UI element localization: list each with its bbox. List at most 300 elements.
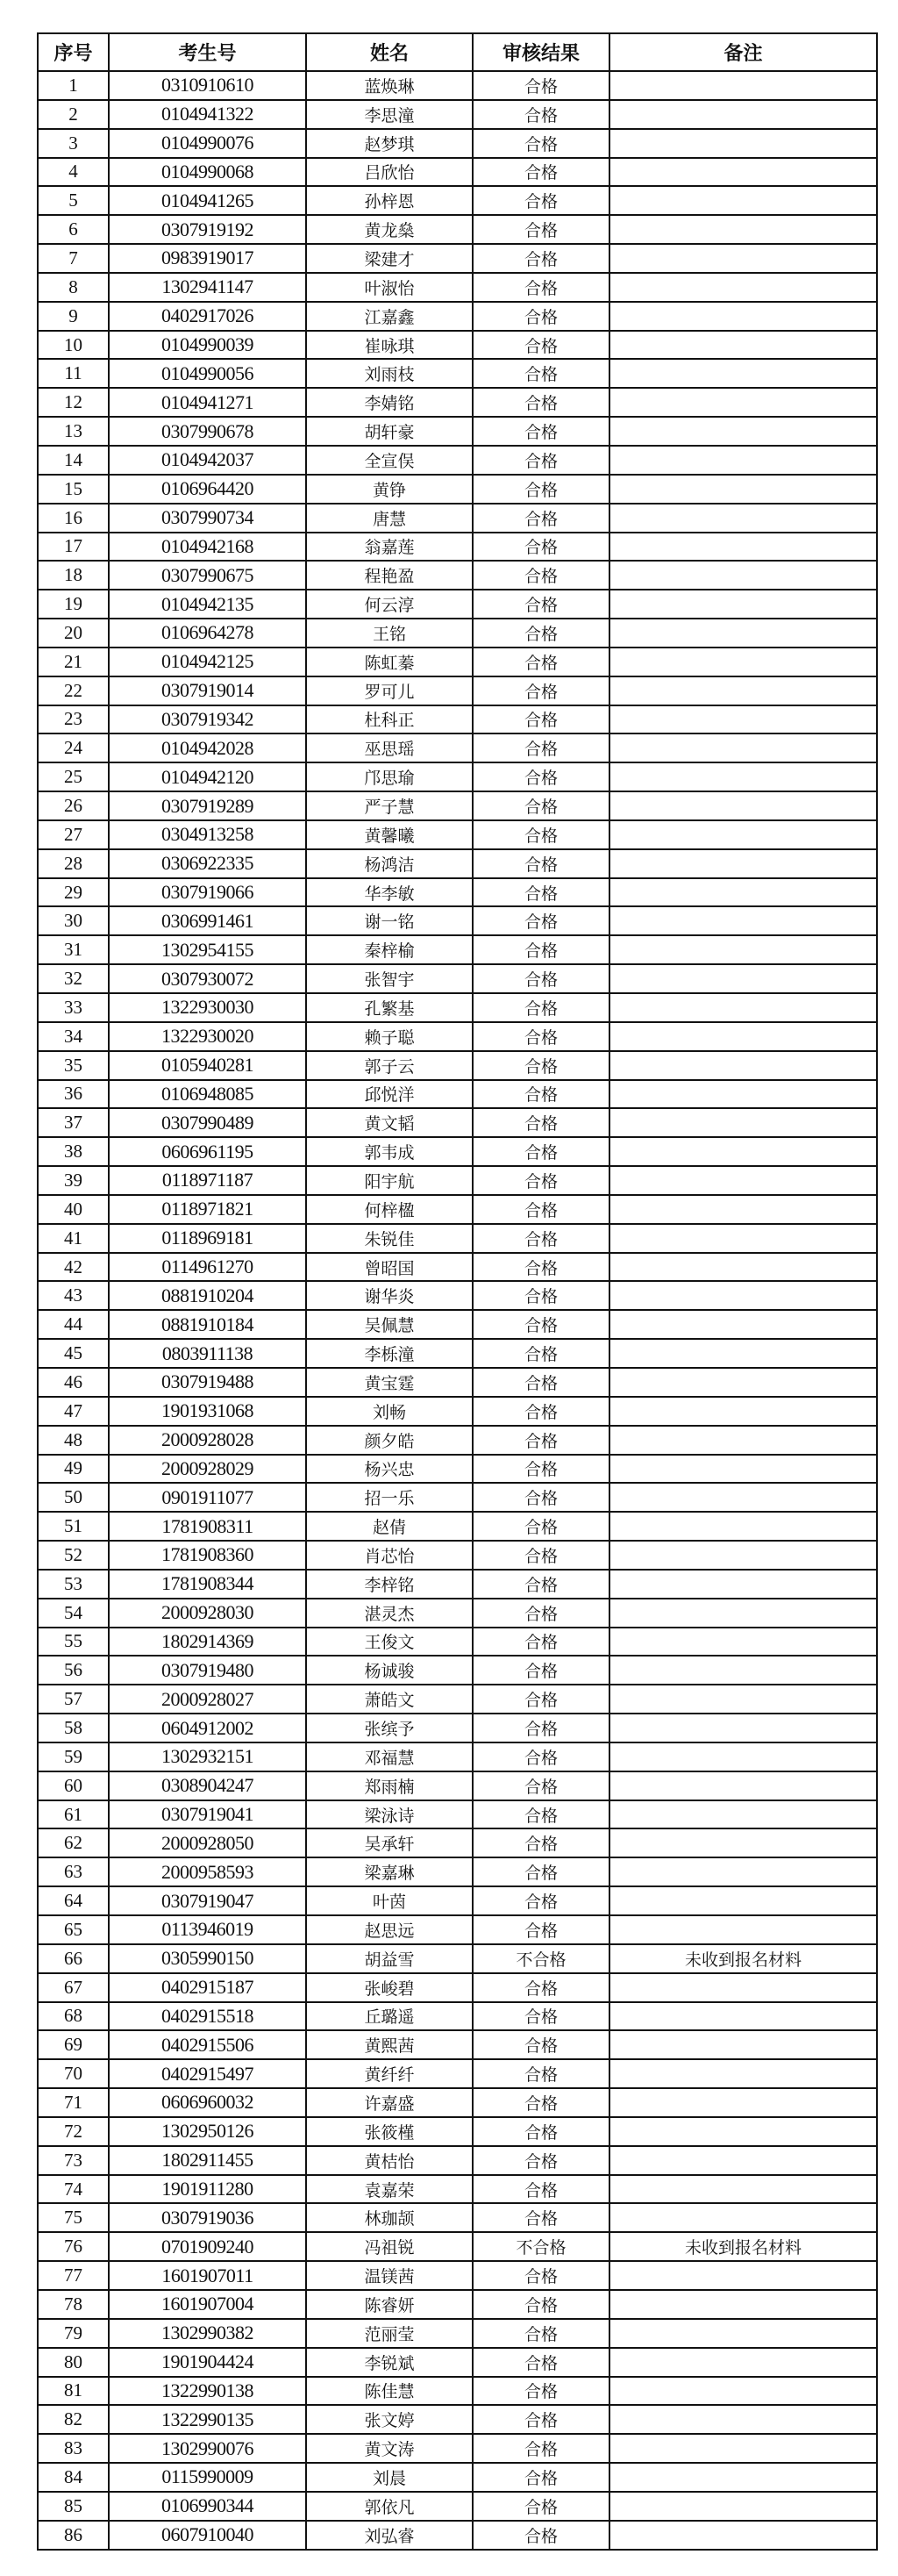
table-row: [38, 1915, 877, 1944]
name-cell: 肖芯怡: [306, 1541, 473, 1570]
remark-cell: [609, 1886, 877, 1915]
name-cell: 邓福慧: [306, 1742, 473, 1771]
result-cell: 合格: [473, 1800, 609, 1829]
seq-cell: 65: [38, 1915, 109, 1944]
name-cell: 陈睿妍: [306, 2290, 473, 2319]
name-cell: 梁泳诗: [306, 1800, 473, 1829]
seq-cell: 9: [38, 302, 109, 331]
table-row: [38, 1455, 877, 1484]
seq-cell: 24: [38, 733, 109, 762]
exam-number-cell: 1601907004: [109, 2290, 306, 2319]
seq-cell: 30: [38, 906, 109, 935]
name-cell: 华李敏: [306, 878, 473, 907]
remark-cell: [609, 2463, 877, 2492]
table-row: [38, 1857, 877, 1886]
table-row: [38, 1714, 877, 1742]
remark-cell: [609, 1742, 877, 1771]
seq-cell: 56: [38, 1656, 109, 1685]
remark-cell: [609, 1426, 877, 1455]
table-row: [38, 2521, 877, 2550]
name-cell: 胡益雪: [306, 1944, 473, 1973]
table-row: [38, 1742, 877, 1771]
result-cell: 合格: [473, 2521, 609, 2550]
seq-cell: 66: [38, 1944, 109, 1973]
seq-cell: 59: [38, 1742, 109, 1771]
name-cell: 杨诚骏: [306, 1656, 473, 1685]
table-row: [38, 820, 877, 849]
table-row: [38, 446, 877, 475]
seq-cell: 72: [38, 2117, 109, 2146]
name-cell: 陈虹蓁: [306, 648, 473, 676]
remark-cell: [609, 2203, 877, 2232]
exam-number-cell: 2000928050: [109, 1828, 306, 1857]
result-cell: 合格: [473, 100, 609, 129]
exam-number-cell: 0402915497: [109, 2059, 306, 2088]
seq-cell: 61: [38, 1800, 109, 1829]
remark-cell: [609, 1800, 877, 1829]
table-row: [38, 244, 877, 273]
exam-number-cell: 0701909240: [109, 2232, 306, 2261]
result-cell: 合格: [473, 1080, 609, 1109]
table-row: [38, 849, 877, 878]
seq-cell: 82: [38, 2405, 109, 2434]
name-cell: 叶茵: [306, 1886, 473, 1915]
remark-cell: [609, 1771, 877, 1800]
table-row: [38, 475, 877, 504]
table-row: [38, 2002, 877, 2031]
result-cell: 合格: [473, 2290, 609, 2319]
name-cell: 郭子云: [306, 1051, 473, 1080]
name-cell: 黄馨曦: [306, 820, 473, 849]
table-row: [38, 359, 877, 388]
seq-cell: 15: [38, 475, 109, 504]
name-cell: 刘畅: [306, 1397, 473, 1426]
result-cell: 不合格: [473, 2232, 609, 2261]
exam-number-cell: 0106964420: [109, 475, 306, 504]
table-row: [38, 273, 877, 302]
result-cell: 合格: [473, 1570, 609, 1599]
remark-cell: [609, 158, 877, 187]
table-row: [38, 1685, 877, 1714]
table-row: [38, 1108, 877, 1137]
seq-cell: 78: [38, 2290, 109, 2319]
name-cell: 张筱槿: [306, 2117, 473, 2146]
exam-number-cell: 2000928030: [109, 1599, 306, 1628]
name-cell: 胡轩豪: [306, 417, 473, 446]
exam-number-cell: 1322930020: [109, 1022, 306, 1051]
name-cell: 何云淳: [306, 590, 473, 619]
remark-cell: [609, 1857, 877, 1886]
table-row: [38, 676, 877, 705]
result-cell: 合格: [473, 71, 609, 100]
remark-cell: [609, 100, 877, 129]
seq-cell: 23: [38, 705, 109, 734]
result-cell: 合格: [473, 331, 609, 360]
seq-cell: 39: [38, 1166, 109, 1195]
table-row: [38, 993, 877, 1022]
table-row: [38, 878, 877, 907]
remark-cell: [609, 762, 877, 791]
remark-cell: [609, 1599, 877, 1628]
result-cell: 合格: [473, 849, 609, 878]
seq-cell: 85: [38, 2492, 109, 2521]
table-row: [38, 1253, 877, 1282]
table-row: [38, 1080, 877, 1109]
seq-cell: 27: [38, 820, 109, 849]
exam-number-cell: 0307919192: [109, 215, 306, 244]
remark-cell: [609, 1368, 877, 1397]
table-row: [38, 906, 877, 935]
seq-cell: 58: [38, 1714, 109, 1742]
exam-number-cell: 1302941147: [109, 273, 306, 302]
name-cell: 冯祖锐: [306, 2232, 473, 2261]
name-cell: 黄龙燊: [306, 215, 473, 244]
seq-cell: 1: [38, 71, 109, 100]
seq-cell: 17: [38, 533, 109, 562]
name-cell: 叶淑怡: [306, 273, 473, 302]
seq-cell: 14: [38, 446, 109, 475]
name-cell: 郑雨楠: [306, 1771, 473, 1800]
remark-cell: [609, 2377, 877, 2406]
table-row: [38, 186, 877, 215]
exam-number-cell: 0307919041: [109, 1800, 306, 1829]
table-row: [38, 2146, 877, 2175]
remark-cell: [609, 129, 877, 158]
result-cell: 合格: [473, 1656, 609, 1685]
name-cell: 孔繁基: [306, 993, 473, 1022]
table-row: [38, 1022, 877, 1051]
exam-number-cell: 0307919066: [109, 878, 306, 907]
exam-number-cell: 0304913258: [109, 820, 306, 849]
seq-cell: 22: [38, 676, 109, 705]
name-cell: 刘弘睿: [306, 2521, 473, 2550]
table-row: [38, 1886, 877, 1915]
remark-cell: [609, 935, 877, 964]
name-cell: 黄铮: [306, 475, 473, 504]
result-cell: 合格: [473, 1310, 609, 1339]
seq-cell: 62: [38, 1828, 109, 1857]
result-cell: 合格: [473, 733, 609, 762]
seq-cell: 50: [38, 1483, 109, 1512]
table-row: [38, 935, 877, 964]
name-cell: 吕欣怡: [306, 158, 473, 187]
result-cell: 合格: [473, 561, 609, 590]
remark-cell: [609, 2088, 877, 2117]
name-cell: 赵梦琪: [306, 129, 473, 158]
result-cell: 合格: [473, 1253, 609, 1282]
exam-number-cell: 0104942037: [109, 446, 306, 475]
remark-cell: [609, 705, 877, 734]
remark-cell: [609, 273, 877, 302]
table-row: [38, 1310, 877, 1339]
seq-cell: 69: [38, 2030, 109, 2059]
result-cell: 合格: [473, 1857, 609, 1886]
result-cell: 合格: [473, 2088, 609, 2117]
remark-cell: [609, 2146, 877, 2175]
table-row: [38, 2434, 877, 2463]
table-row: [38, 2377, 877, 2406]
result-cell: 合格: [473, 129, 609, 158]
exam-number-cell: 0104942120: [109, 762, 306, 791]
name-cell: 杨鸿洁: [306, 849, 473, 878]
seq-cell: 32: [38, 964, 109, 993]
header-seq: 序号: [38, 33, 109, 71]
seq-cell: 16: [38, 504, 109, 533]
exam-number-cell: 0104941322: [109, 100, 306, 129]
name-cell: 黄桔怡: [306, 2146, 473, 2175]
remark-cell: [609, 2175, 877, 2204]
name-cell: 杨兴忠: [306, 1455, 473, 1484]
remark-cell: [609, 1080, 877, 1109]
seq-cell: 25: [38, 762, 109, 791]
remark-cell: [609, 2030, 877, 2059]
seq-cell: 40: [38, 1195, 109, 1224]
exam-number-cell: 0307919488: [109, 1368, 306, 1397]
remark-cell: [609, 1108, 877, 1137]
header-result: 审核结果: [473, 33, 609, 71]
exam-number-cell: 0881910184: [109, 1310, 306, 1339]
result-cell: 合格: [473, 215, 609, 244]
result-cell: 合格: [473, 1915, 609, 1944]
table-row: [38, 1512, 877, 1541]
seq-cell: 42: [38, 1253, 109, 1282]
remark-cell: 未收到报名材料: [609, 2232, 877, 2261]
seq-cell: 70: [38, 2059, 109, 2088]
name-cell: 颜夕皓: [306, 1426, 473, 1455]
remark-cell: [609, 993, 877, 1022]
remark-cell: [609, 648, 877, 676]
exam-number-cell: 0106948085: [109, 1080, 306, 1109]
exam-number-cell: 0115990009: [109, 2463, 306, 2492]
exam-number-cell: 0607910040: [109, 2521, 306, 2550]
table-row: [38, 561, 877, 590]
exam-number-cell: 0104941271: [109, 388, 306, 417]
remark-cell: [609, 1281, 877, 1310]
result-cell: 合格: [473, 1166, 609, 1195]
table-row: [38, 1426, 877, 1455]
seq-cell: 11: [38, 359, 109, 388]
remark-cell: [609, 1628, 877, 1657]
name-cell: 丘璐遥: [306, 2002, 473, 2031]
remark-cell: [609, 1828, 877, 1857]
table-row: [38, 2405, 877, 2434]
name-cell: 黄文涛: [306, 2434, 473, 2463]
result-cell: 合格: [473, 302, 609, 331]
name-cell: 梁建才: [306, 244, 473, 273]
remark-cell: [609, 2290, 877, 2319]
table-row: [38, 705, 877, 734]
seq-cell: 63: [38, 1857, 109, 1886]
result-cell: 合格: [473, 475, 609, 504]
result-cell: 合格: [473, 1541, 609, 1570]
result-cell: 合格: [473, 1195, 609, 1224]
seq-cell: 75: [38, 2203, 109, 2232]
exam-number-cell: 2000928027: [109, 1685, 306, 1714]
remark-cell: [609, 331, 877, 360]
remark-cell: [609, 590, 877, 619]
exam-number-cell: 0307919289: [109, 791, 306, 820]
table-row: [38, 71, 877, 100]
result-cell: 合格: [473, 1771, 609, 1800]
table-row: [38, 2261, 877, 2290]
table-row: [38, 1628, 877, 1657]
seq-cell: 26: [38, 791, 109, 820]
table-row: [38, 1483, 877, 1512]
seq-cell: 48: [38, 1426, 109, 1455]
name-cell: 王俊文: [306, 1628, 473, 1657]
table-row: [38, 1771, 877, 1800]
seq-cell: 49: [38, 1455, 109, 1484]
result-cell: 合格: [473, 1108, 609, 1137]
name-cell: 阳宇航: [306, 1166, 473, 1195]
remark-cell: [609, 1310, 877, 1339]
seq-cell: 43: [38, 1281, 109, 1310]
result-cell: 合格: [473, 1742, 609, 1771]
name-cell: 吴佩慧: [306, 1310, 473, 1339]
seq-cell: 6: [38, 215, 109, 244]
exam-number-cell: 0307990489: [109, 1108, 306, 1137]
result-cell: 合格: [473, 2261, 609, 2290]
result-cell: 合格: [473, 2117, 609, 2146]
name-cell: 赵思远: [306, 1915, 473, 1944]
result-cell: 合格: [473, 1685, 609, 1714]
exam-number-cell: 0104942125: [109, 648, 306, 676]
name-cell: 袁嘉荣: [306, 2175, 473, 2204]
exam-number-cell: 1781908311: [109, 1512, 306, 1541]
exam-number-cell: 0106964278: [109, 619, 306, 648]
exam-number-cell: 0606961195: [109, 1137, 306, 1166]
table-row: [38, 215, 877, 244]
table-row: [38, 533, 877, 562]
result-cell: 合格: [473, 2492, 609, 2521]
seq-cell: 81: [38, 2377, 109, 2406]
result-cell: 不合格: [473, 1944, 609, 1973]
remark-cell: [609, 2059, 877, 2088]
table-row: [38, 1944, 877, 1973]
result-cell: 合格: [473, 2434, 609, 2463]
remark-cell: [609, 733, 877, 762]
table-row: [38, 129, 877, 158]
table-row: [38, 2030, 877, 2059]
table-row: [38, 2319, 877, 2348]
name-cell: 黄文韬: [306, 1108, 473, 1137]
result-cell: 合格: [473, 273, 609, 302]
result-cell: 合格: [473, 533, 609, 562]
result-cell: 合格: [473, 388, 609, 417]
name-cell: 江嘉鑫: [306, 302, 473, 331]
name-cell: 程艳盈: [306, 561, 473, 590]
name-cell: 梁嘉琳: [306, 1857, 473, 1886]
exam-number-cell: 0104942028: [109, 733, 306, 762]
exam-number-cell: 2000958593: [109, 1857, 306, 1886]
exam-number-cell: 0118971187: [109, 1166, 306, 1195]
remark-cell: [609, 791, 877, 820]
result-cell: 合格: [473, 417, 609, 446]
seq-cell: 68: [38, 2002, 109, 2031]
exam-number-cell: 0402915506: [109, 2030, 306, 2059]
name-cell: 范丽莹: [306, 2319, 473, 2348]
result-cell: 合格: [473, 964, 609, 993]
remark-cell: [609, 1137, 877, 1166]
exam-number-cell: 0604912002: [109, 1714, 306, 1742]
seq-cell: 77: [38, 2261, 109, 2290]
remark-cell: [609, 1397, 877, 1426]
result-cell: 合格: [473, 2030, 609, 2059]
remark-cell: [609, 2261, 877, 2290]
seq-cell: 3: [38, 129, 109, 158]
remark-cell: [609, 2434, 877, 2463]
exam-number-cell: 2000928028: [109, 1426, 306, 1455]
remark-cell: [609, 676, 877, 705]
result-cell: 合格: [473, 2463, 609, 2492]
remark-cell: [609, 2002, 877, 2031]
exam-number-cell: 0114961270: [109, 1253, 306, 1282]
name-cell: 黄纤纤: [306, 2059, 473, 2088]
name-cell: 朱锐佳: [306, 1224, 473, 1253]
result-cell: 合格: [473, 2319, 609, 2348]
result-cell: 合格: [473, 1973, 609, 2002]
name-cell: 杜科正: [306, 705, 473, 734]
result-cell: 合格: [473, 906, 609, 935]
result-cell: 合格: [473, 619, 609, 648]
exam-number-cell: 0606960032: [109, 2088, 306, 2117]
name-cell: 陈佳慧: [306, 2377, 473, 2406]
seq-cell: 4: [38, 158, 109, 187]
name-cell: 谢一铭: [306, 906, 473, 935]
remark-cell: [609, 906, 877, 935]
seq-cell: 31: [38, 935, 109, 964]
exam-number-cell: 0305990150: [109, 1944, 306, 1973]
exam-number-cell: 0307990678: [109, 417, 306, 446]
exam-number-cell: 0983919017: [109, 244, 306, 273]
result-cell: 合格: [473, 158, 609, 187]
exam-number-cell: 1901911280: [109, 2175, 306, 2204]
exam-number-cell: 0106990344: [109, 2492, 306, 2521]
exam-number-cell: 0104941265: [109, 186, 306, 215]
exam-number-cell: 0881910204: [109, 1281, 306, 1310]
exam-number-cell: 0402917026: [109, 302, 306, 331]
table-row: [38, 590, 877, 619]
result-cell: 合格: [473, 2405, 609, 2434]
result-cell: 合格: [473, 1828, 609, 1857]
table-row: [38, 2463, 877, 2492]
table-row: [38, 417, 877, 446]
result-cell: 合格: [473, 1512, 609, 1541]
exam-number-cell: 0104942135: [109, 590, 306, 619]
result-cell: 合格: [473, 1368, 609, 1397]
table-row: [38, 1368, 877, 1397]
exam-number-cell: 1901904424: [109, 2348, 306, 2377]
name-cell: 李思潼: [306, 100, 473, 129]
name-cell: 赖子聪: [306, 1022, 473, 1051]
name-cell: 黄宝霆: [306, 1368, 473, 1397]
exam-number-cell: 1781908344: [109, 1570, 306, 1599]
exam-number-cell: 0118971821: [109, 1195, 306, 1224]
table-row: [38, 619, 877, 648]
seq-cell: 33: [38, 993, 109, 1022]
table-row: [38, 2492, 877, 2521]
exam-number-cell: 0307919480: [109, 1656, 306, 1685]
result-cell: 合格: [473, 2146, 609, 2175]
table-row: [38, 1166, 877, 1195]
exam-number-cell: 0104990039: [109, 331, 306, 360]
seq-cell: 71: [38, 2088, 109, 2117]
seq-cell: 80: [38, 2348, 109, 2377]
exam-number-cell: 0307919014: [109, 676, 306, 705]
table-row: [38, 648, 877, 676]
result-cell: 合格: [473, 186, 609, 215]
table-row: [38, 2290, 877, 2319]
